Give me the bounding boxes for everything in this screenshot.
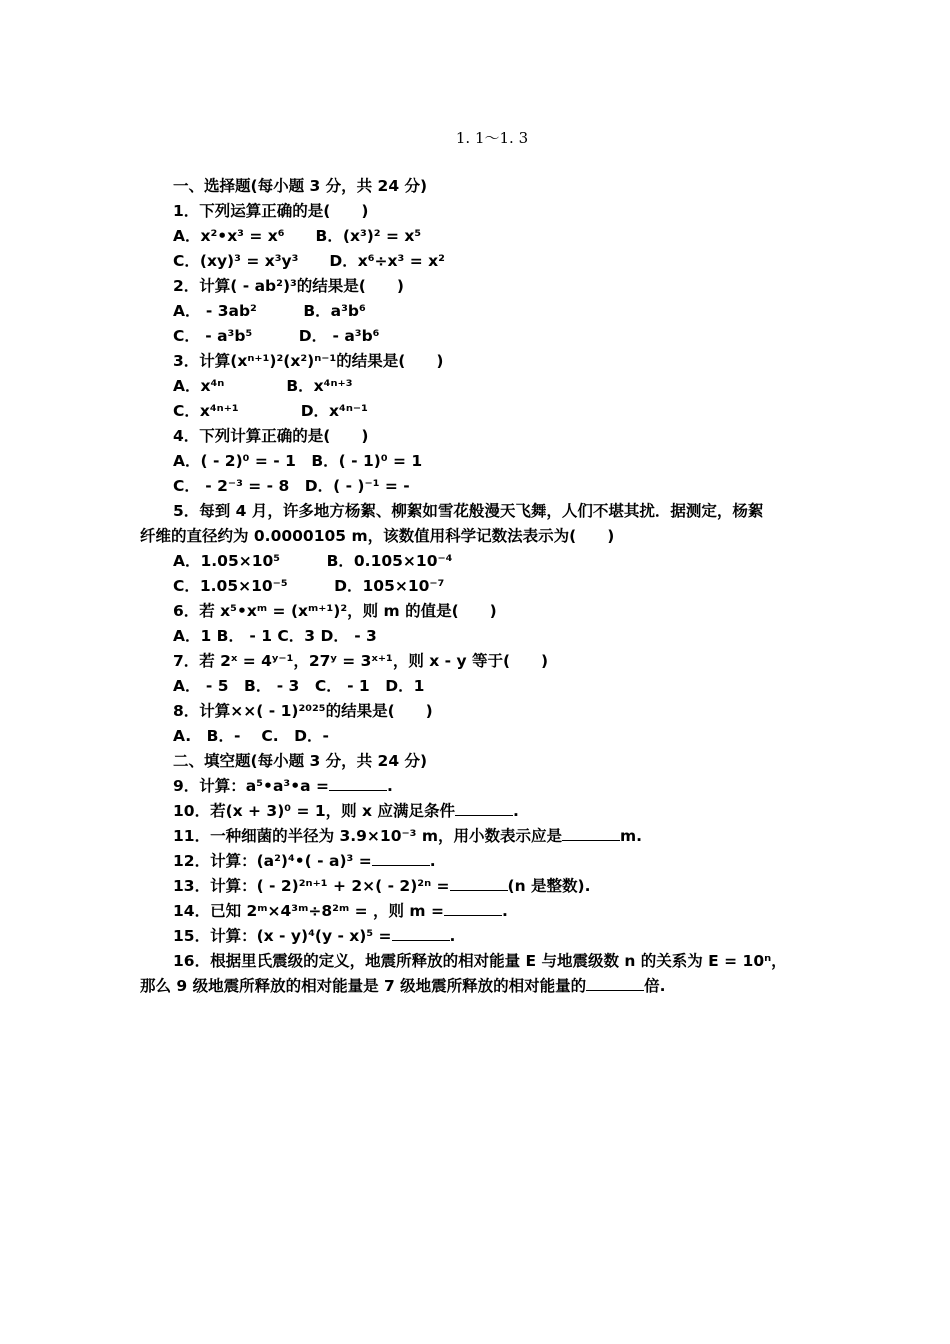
question-line: 2．计算( - ab²)³的结果是( )	[173, 277, 404, 295]
question-line: 纤维的直径约为 0.0000105 m，该数值用科学记数法表示为( )	[140, 527, 615, 545]
option-line: A．x²•x³ = x⁶ B．(x³)² = x⁵	[173, 227, 422, 245]
question-line: 15．计算：(x - y)⁴(y - x)⁵ = .	[173, 927, 456, 945]
option-line: A. B．- C. D．-	[173, 727, 329, 745]
option-line: A． - 3ab² B．a³b⁶	[173, 302, 366, 320]
question-line: 9．计算：a⁵•a³•a = .	[173, 777, 393, 795]
answer-blank[interactable]	[372, 851, 430, 866]
question-line: 13．计算：( - 2)²ⁿ⁺¹ + 2×( - 2)²ⁿ = (n 是整数).	[173, 877, 591, 895]
option-line: A．x⁴ⁿ B．x⁴ⁿ⁺³	[173, 377, 353, 395]
option-line: A．( - 2)⁰ = - 1 B．( - 1)⁰ = 1	[173, 452, 423, 470]
question-line: 5．每到 4 月，许多地方杨絮、柳絮如雪花般漫天飞舞，人们不堪其扰．据测定，杨絮	[173, 502, 764, 520]
question-line: 7．若 2ˣ = 4ʸ⁻¹，27ʸ = 3ˣ⁺¹，则 x - y 等于( )	[173, 652, 549, 670]
answer-blank[interactable]	[562, 826, 620, 841]
question-line: 8．计算××( - 1)²⁰²⁵的结果是( )	[173, 702, 433, 720]
question-line: 11．一种细菌的半径为 3.9×10⁻³ m，用小数表示应是 m.	[173, 827, 643, 845]
question-line: 6．若 x⁵•xᵐ = (xᵐ⁺¹)²，则 m 的值是( )	[173, 602, 497, 620]
question-line: 1．下列运算正确的是( )	[173, 202, 369, 220]
option-line: C．(xy)³ = x³y³ D．x⁶÷x³ = x²	[173, 252, 445, 270]
option-line: A．1.05×10⁵ B．0.105×10⁻⁴	[173, 552, 453, 570]
option-line: C． - a³b⁵ D． - a³b⁶	[173, 327, 380, 345]
answer-blank[interactable]	[455, 801, 513, 816]
answer-blank[interactable]	[450, 876, 508, 891]
answer-blank[interactable]	[444, 901, 502, 916]
page-title: 1. 1～1. 3	[455, 129, 529, 147]
question-line: 10．若(x + 3)⁰ = 1，则 x 应满足条件 .	[173, 802, 519, 820]
question-line: 4．下列计算正确的是( )	[173, 427, 369, 445]
option-line: A．1 B． - 1 C．3 D． - 3	[173, 627, 377, 645]
answer-blank[interactable]	[586, 976, 644, 991]
section-heading: 一、选择题(每小题 3 分，共 24 分)	[173, 177, 428, 195]
question-line: 16．根据里氏震级的定义，地震所释放的相对能量 E 与地震级数 n 的关系为 E = 10ⁿ，	[173, 952, 787, 970]
question-line: 12．计算：(a²)⁴•( - a)³ = .	[173, 852, 436, 870]
option-line: C．1.05×10⁻⁵ D．105×10⁻⁷	[173, 577, 445, 595]
question-line: 14．已知 2ᵐ×4³ᵐ÷8²ᵐ = ，则 m = .	[173, 902, 508, 920]
option-line: C．x⁴ⁿ⁺¹ D．x⁴ⁿ⁻¹	[173, 402, 368, 420]
question-line: 那么 9 级地震所释放的相对能量是 7 级地震所释放的相对能量的 倍.	[140, 977, 666, 995]
option-line: A． - 5 B． - 3 C． - 1 D．1	[173, 677, 425, 695]
option-line: C． - 2⁻³ = - 8 D．( - )⁻¹ = -	[173, 477, 410, 495]
answer-blank[interactable]	[392, 926, 450, 941]
question-line: 3．计算(xⁿ⁺¹)²(x²)ⁿ⁻¹的结果是( )	[173, 352, 444, 370]
answer-blank[interactable]	[329, 776, 387, 791]
section-heading: 二、填空题(每小题 3 分，共 24 分)	[173, 752, 428, 770]
